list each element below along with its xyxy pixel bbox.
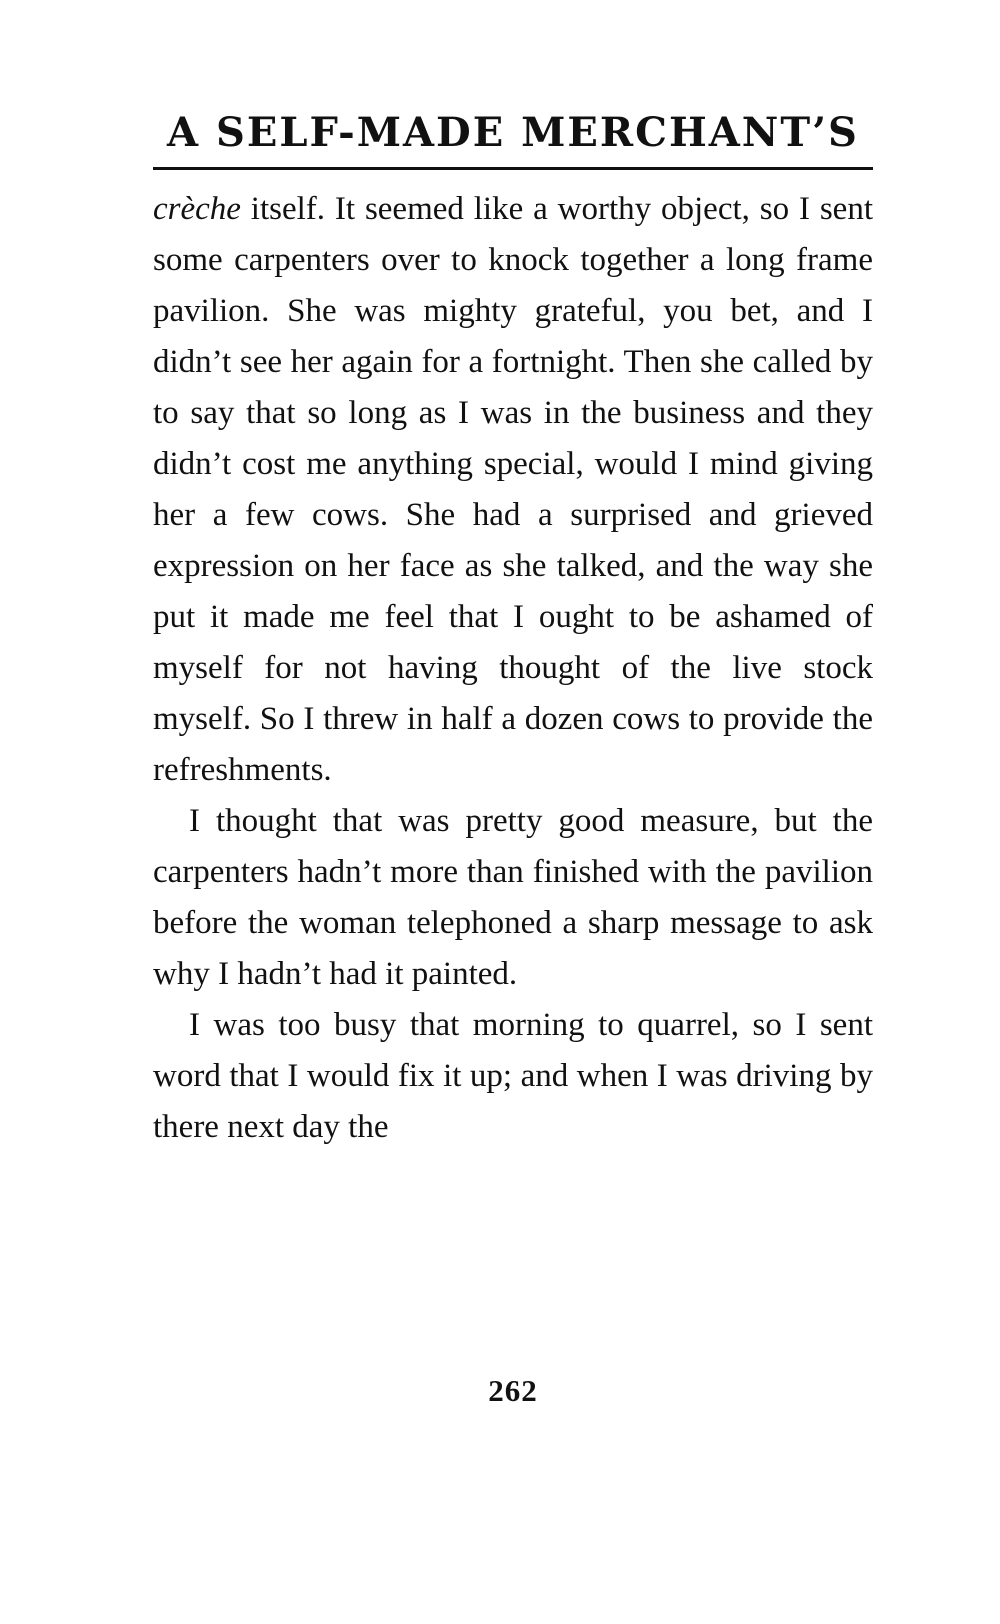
paragraph-3: I was too busy that morning to quarrel, so I sent word that I would fix it up; and when I was driving by there next day the (153, 1007, 873, 1145)
page-number: 262 (488, 1373, 538, 1408)
paragraph-1 (153, 184, 873, 796)
italic-word: crèche (153, 191, 241, 227)
paragraph-2: I thought that was pretty good measure, but the carpenters hadn’t more than finished with the pavilion before the woman telephoned a sharp message to ask why I hadn’t had it painted. (153, 803, 873, 992)
running-head: A SELF-MADE MERCHANT’S (167, 109, 859, 156)
header-rule (153, 167, 873, 170)
paragraph-1-text: itself. It seemed like a worthy object, so I sent some carpenters over to knock together a long frame pavilion. She was mighty grateful, you bet, and I didn’t see her again for a fortnight. Then she called by to say that so long as I was in the business and they didn’t cost me anything special, would I mind giving her a few cows. She had a surprised and grieved expression on her face as she talked, and the way she put it made me feel that I ought to be ashamed of myself for not having thought of the live stock myself. So I threw in half a dozen cows to provide the refreshments. (153, 191, 873, 788)
book-page (153, 108, 873, 1408)
body-text (153, 184, 873, 1153)
